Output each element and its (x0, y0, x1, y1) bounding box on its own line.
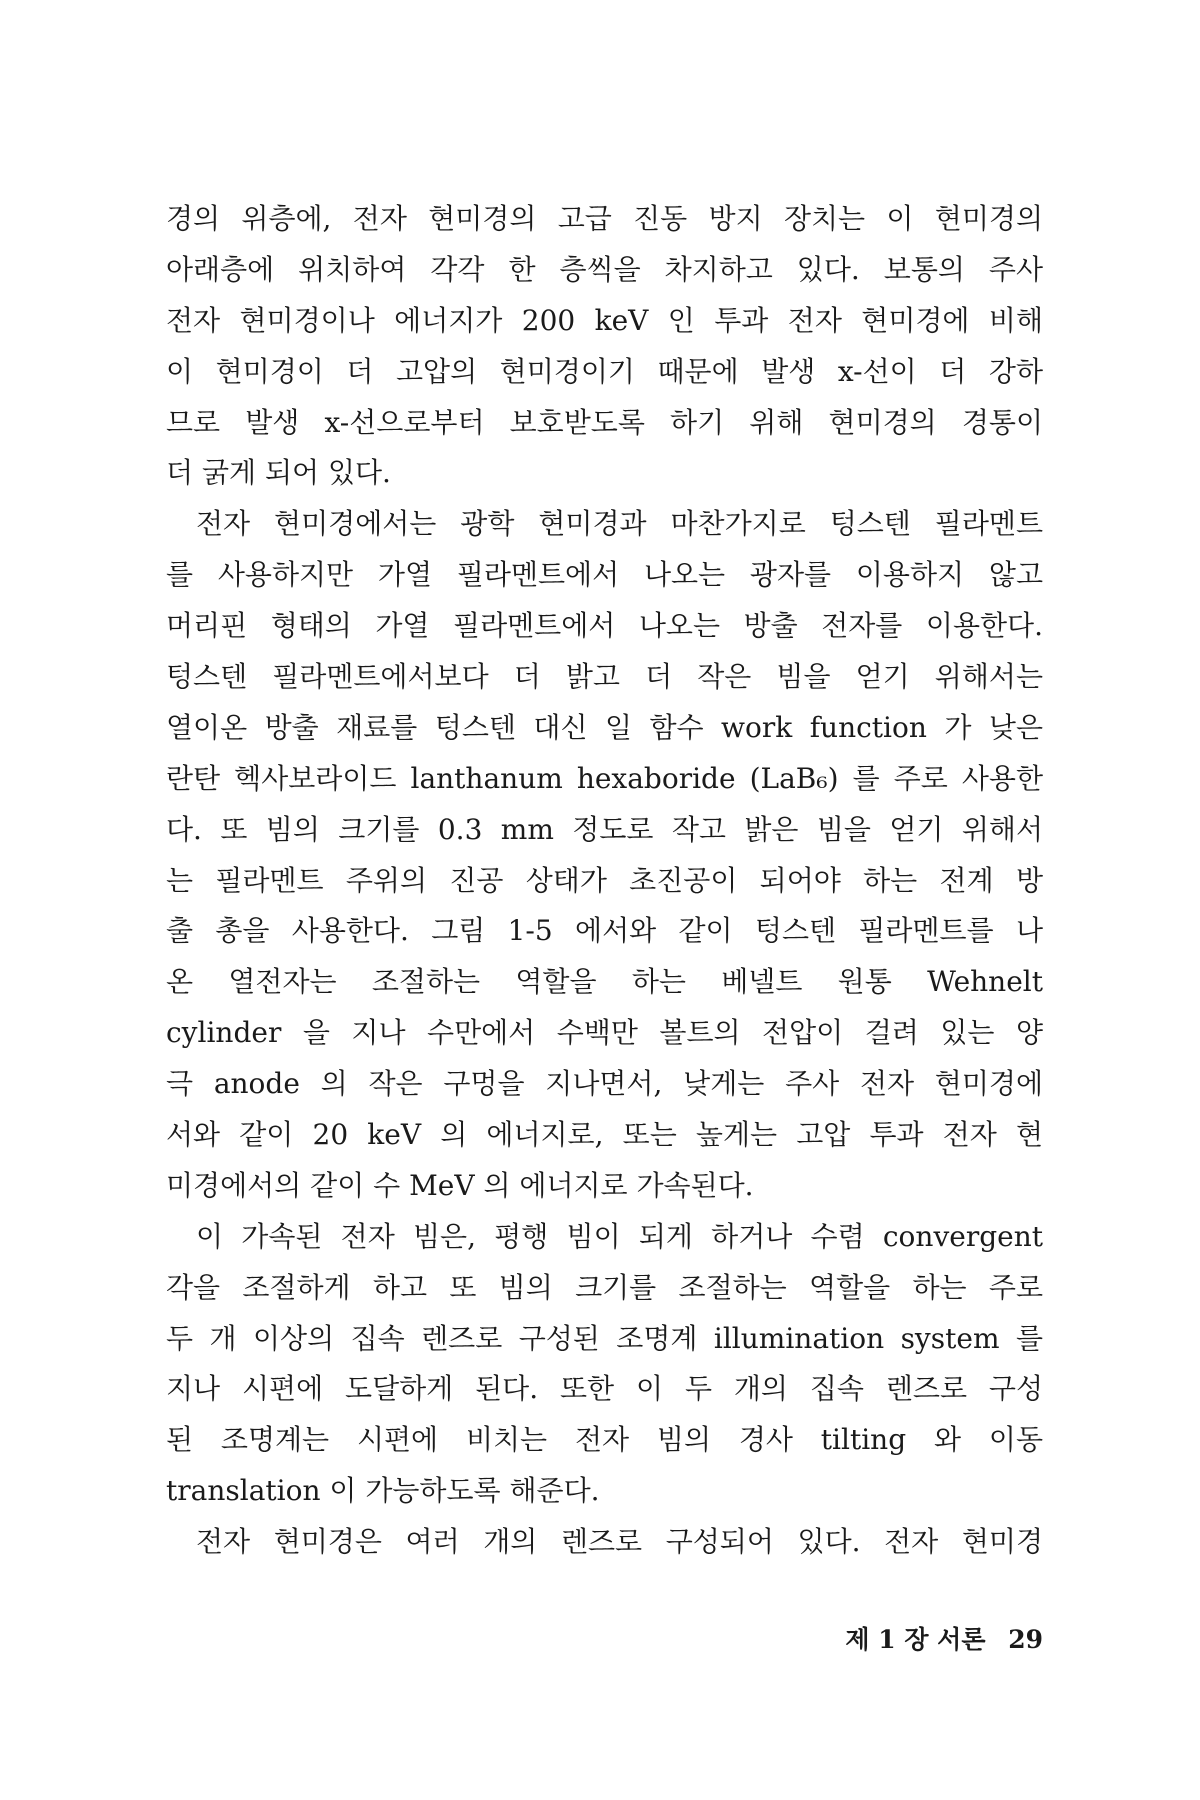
text-line: 아래층에 위치하여 각각 한 층씩을 차지하고 있다. 보통의 주사 (166, 252, 1043, 286)
text-line: 더 굵게 되어 있다. (166, 456, 391, 490)
text-line: 열이온 방출 재료를 텅스텐 대신 일 함수 work function 가 낮은 (166, 710, 1043, 744)
text-line: 온 열전자는 조절하는 역할을 하는 베넬트 원통 Wehnelt (166, 965, 1043, 999)
text-line: 각을 조절하게 하고 또 빔의 크기를 조절하는 역할을 하는 주로 (166, 1270, 1043, 1304)
text-line: 는 필라멘트 주위의 진공 상태가 초진공이 되어야 하는 전계 방 (166, 863, 1043, 897)
text-line: 경의 위층에, 전자 현미경의 고급 진동 방지 장치는 이 현미경의 (166, 202, 1043, 235)
text-line: 다. 또 빔의 크기를 0.3 mm 정도로 작고 밝은 빔을 얻기 위해서 (166, 812, 1043, 846)
paragraph-start-line: 전자 현미경은 여러 개의 렌즈로 구성되어 있다. 전자 현미경 (196, 1525, 1043, 1559)
text-line: 이 현미경이 더 고압의 현미경이기 때문에 발생 x-선이 더 강하 (166, 354, 1043, 388)
chapter-label: 제 1 장 서론 (845, 1625, 986, 1654)
text-line: 머리핀 형태의 가열 필라멘트에서 나오는 방출 전자를 이용한다. (166, 609, 1043, 643)
page-body-text (166, 194, 1043, 1568)
text-line: 서와 같이 20 keV 의 에너지로, 또는 높게는 고압 투과 전자 현 (166, 1118, 1043, 1152)
paragraph-start-line: 전자 현미경에서는 광학 현미경과 마찬가지로 텅스텐 필라멘트 (196, 507, 1043, 541)
page-footer (830, 1620, 1043, 1656)
text-line: 출 총을 사용한다. 그림 1-5 에서와 같이 텅스텐 필라멘트를 나 (166, 914, 1043, 948)
text-line: 전자 현미경이나 에너지가 200 keV 인 투과 전자 현미경에 비해 (166, 303, 1043, 337)
text-line: 미경에서의 같이 수 MeV 의 에너지로 가속된다. (166, 1168, 754, 1202)
paragraph-start-line: 이 가속된 전자 빔은, 평행 빔이 되게 하거나 수렴 convergent (196, 1219, 1043, 1253)
page-number: 29 (1008, 1625, 1043, 1654)
text-line: 극 anode 의 작은 구멍을 지나면서, 낮게는 주사 전자 현미경에 (166, 1067, 1043, 1101)
text-line: 된 조명계는 시편에 비치는 전자 빔의 경사 tilting 와 이동 (166, 1423, 1043, 1457)
text-line: cylinder 을 지나 수만에서 수백만 볼트의 전압이 걸려 있는 양 (166, 1016, 1043, 1050)
text-line: 텅스텐 필라멘트에서보다 더 밝고 더 작은 빔을 얻기 위해서는 (166, 660, 1043, 694)
text-line: 지나 시편에 도달하게 된다. 또한 이 두 개의 집속 렌즈로 구성 (166, 1372, 1043, 1406)
text-line: 를 사용하지만 가열 필라멘트에서 나오는 광자를 이용하지 않고 (166, 558, 1043, 592)
text-line: 므로 발생 x-선으로부터 보호받도록 하기 위해 현미경의 경통이 (166, 405, 1043, 439)
text-line: 란탄 헥사보라이드 lanthanum hexaboride (LaB₆) 를 주로 사용한 (166, 761, 1043, 795)
text-line: 두 개 이상의 집속 렌즈로 구성된 조명계 illumination system 를 (166, 1321, 1043, 1355)
text-line: translation 이 가능하도록 해준다. (166, 1474, 600, 1508)
